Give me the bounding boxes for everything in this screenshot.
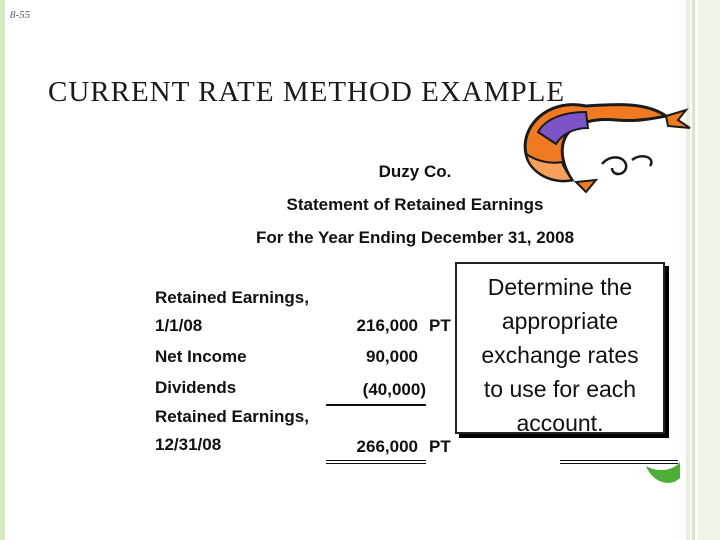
statement-period: For the Year Ending December 31, 2008 [255,228,575,247]
row-label-ending-re: Retained Earnings, [155,407,309,426]
callout-line-5: account. [516,410,604,436]
amount-dividends: (40,000) [362,380,426,399]
callout-line-3: exchange rates [481,342,639,368]
row-label-ending-date: 12/31/08 [155,435,222,454]
subtotal-rule [326,404,426,406]
amount-beginning-re: 216,000 [356,316,418,335]
currency-ending-re: PT [429,437,451,456]
row-label-net-income: Net Income [155,347,247,366]
right-frame-border [686,0,720,540]
row-label-dividends: Dividends [155,378,237,397]
statement-name: Statement of Retained Earnings [286,195,544,214]
slide-number: 8-55 [10,9,31,21]
instruction-callout [455,262,665,434]
company-name: Duzy Co. [378,162,452,181]
currency-beginning-re: PT [429,316,451,335]
callout-line-1: Determine the [487,274,633,300]
row-label-beginning-date: 1/1/08 [155,316,203,335]
green-corner-ornament-icon [646,462,680,490]
callout-line-2: appropriate [501,308,619,334]
callout-line-4: to use for each [483,376,637,402]
amount-net-income: 90,000 [366,347,418,366]
amount-ending-re: 266,000 [356,437,418,456]
left-frame-border [0,0,5,540]
slide-title: CURRENT RATE METHOD EXAMPLE [48,76,566,108]
total-double-rule [326,460,426,464]
row-label-beginning-re: Retained Earnings, [155,288,309,307]
